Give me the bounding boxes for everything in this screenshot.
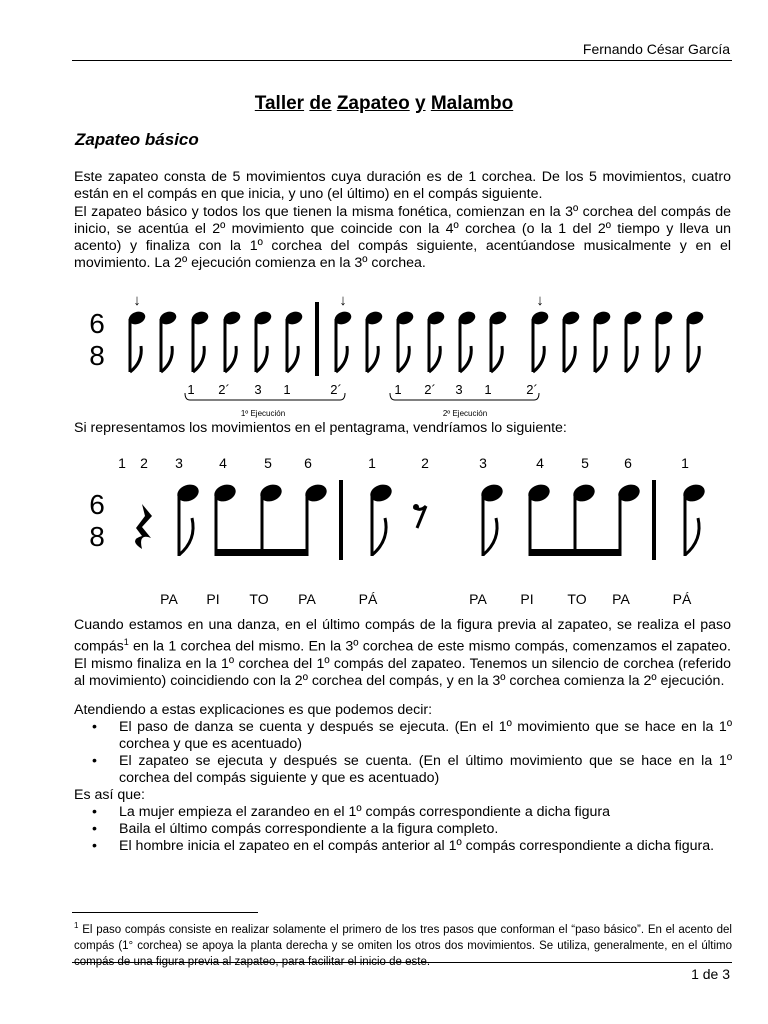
eighth-note-icon xyxy=(457,309,477,372)
footnote-number: 1 xyxy=(74,921,79,930)
svg-text:PÁ: PÁ xyxy=(672,591,692,607)
page-title xyxy=(0,93,768,115)
eighth-note-icon xyxy=(526,482,552,556)
eighth-note-icon xyxy=(127,309,147,372)
caption-first-execution: 1º Ejecución xyxy=(240,409,286,418)
count-label: 1 xyxy=(187,382,195,397)
eighth-note-icon xyxy=(333,309,353,372)
svg-text:TO: TO xyxy=(249,591,269,607)
eighth-note-icon xyxy=(616,482,642,556)
body-paragraph-3: Es así que: xyxy=(74,787,145,803)
eighth-note-icon xyxy=(212,482,238,556)
accent-arrow: ↓ xyxy=(339,292,347,309)
eighth-note-icon xyxy=(253,309,273,372)
count-label: 2´ xyxy=(218,382,230,397)
eighth-note-icon xyxy=(561,309,581,372)
svg-text:1: 1 xyxy=(118,455,126,471)
eighth-note-icon xyxy=(592,309,612,372)
intro-paragraph-1: Este zapateo consta de 5 movimientos cuya duración es de 1 corchea. De los 5 movimientos, cuatro están en el compás en que inicia, y uno (el último) en el compás siguiente. xyxy=(74,169,731,202)
syllable-labels xyxy=(160,591,692,607)
accent-arrow: ↓ xyxy=(133,292,141,309)
body-paragraph-2: Atendiendo a estas explicaciones es que podemos decir: xyxy=(74,702,433,718)
eighth-note-icon xyxy=(395,309,415,372)
count-label: 3 xyxy=(455,382,463,397)
eighth-note-icon xyxy=(479,482,505,556)
eighth-note-icon xyxy=(681,482,707,556)
eighth-rest-dot xyxy=(413,504,419,510)
footnote-text: El paso compás consiste en realizar solamente el primero de los tres pasos que conforman el “paso básico”. En el acento del compás (1° corchea) se apoya la planta derecha y se omiten los otros dos movimientos. Se utiliza, generalmente, en el último compás de una figura previa al zapateo, para facilitar el inicio de este. xyxy=(74,923,732,968)
svg-text:PA: PA xyxy=(160,591,178,607)
eighth-note-icon xyxy=(222,309,242,372)
svg-text:4: 4 xyxy=(219,455,227,471)
eighth-note-icon xyxy=(175,482,201,556)
svg-text:PI: PI xyxy=(520,591,534,607)
time-signature-top: 6 xyxy=(89,308,105,339)
svg-text:3: 3 xyxy=(175,455,183,471)
svg-text:1: 1 xyxy=(368,455,376,471)
svg-text:4: 4 xyxy=(536,455,544,471)
footnote-ref: 1 xyxy=(123,637,129,647)
title-word: Taller xyxy=(254,93,305,114)
staff-figure xyxy=(72,448,732,610)
time-signature-bottom: 8 xyxy=(89,340,105,371)
count-label: 1 xyxy=(394,382,402,397)
intro-paragraph-2: El zapateo básico y todos los que tienen la misma fonética, comienzan en la 3º corchea del compás de inicio, se acentúa el 2º movimiento que coincide con la 4º corchea (o la 1 del 2º tiempo y lleva un acento) y finaliza con la 1º corchea del compás siguiente, acentúandose musicalmente y en el movimiento. La 2º ejecución comienza en la 3º corchea. xyxy=(74,204,731,271)
rhythm-figure xyxy=(72,288,732,422)
count-label: 1 xyxy=(484,382,492,397)
accent-arrow: ↓ xyxy=(536,292,544,309)
section-subtitle: Zapateo básico xyxy=(75,130,199,149)
count-numbers xyxy=(118,455,689,471)
eighth-note-icon xyxy=(368,482,394,556)
svg-text:PA: PA xyxy=(612,591,630,607)
list-item: • El zapateo se ejecuta y después se cuenta. (En el último movimiento que se hace en la 1º corchea del compás siguiente y que es acentuado) xyxy=(92,753,732,786)
count-label: 2´ xyxy=(526,382,538,397)
eighth-note-icon xyxy=(530,309,550,372)
svg-text:PA: PA xyxy=(469,591,487,607)
footer-rule xyxy=(72,962,732,963)
eighth-note-icon xyxy=(258,482,284,556)
page-number: 1 de 3 xyxy=(691,966,730,982)
eighth-note-icon xyxy=(623,309,643,372)
quarter-rest-icon xyxy=(135,504,152,549)
svg-text:PI: PI xyxy=(206,591,220,607)
body-paragraph-1: Cuando estamos en una danza, en el último compás de la figura previa al zapateo, se realiza el paso compás$^1$ en la 1 corchea del mismo. En la 3º corchea de este mismo compás, comenzamos el zapateo. El mismo finaliza en la 1º corchea del 1º compás del zapateo. Tenemos un silencio de corchea (referido al movimiento) coincidiendo con la 2º corchea del compás, y en la 3º corchea comienza la 2º ejecución. xyxy=(74,617,731,689)
beam xyxy=(530,549,621,556)
svg-text:PA: PA xyxy=(298,591,316,607)
count-label: 2´ xyxy=(424,382,436,397)
svg-text:5: 5 xyxy=(581,455,589,471)
caption-second-execution: 2º Ejecución xyxy=(442,409,488,418)
svg-text:1: 1 xyxy=(681,455,689,471)
list-item: • El hombre inicia el zapateo en el compás anterior al 1º compás correspondiente a dicha figura. xyxy=(92,838,715,854)
footnote-rule xyxy=(72,912,258,913)
header-author: Fernando César García xyxy=(582,41,730,57)
eighth-note-icon xyxy=(571,482,597,556)
title-word: y xyxy=(414,93,426,114)
staff-intro: Si representamos los movimientos en el pentagrama, vendríamos lo siguiente: xyxy=(74,420,567,436)
grouping-bracket xyxy=(185,393,345,400)
svg-text:2: 2 xyxy=(421,455,429,471)
eighth-note-icon xyxy=(303,482,329,556)
eighth-note-icon xyxy=(364,309,384,372)
count-label: 2´ xyxy=(330,382,342,397)
eighth-note-icon xyxy=(488,309,508,372)
eighth-note-icon xyxy=(654,309,674,372)
eighth-note-icon xyxy=(685,309,705,372)
beam xyxy=(216,549,307,556)
svg-text:3: 3 xyxy=(479,455,487,471)
title-word: Zapateo xyxy=(336,93,410,114)
svg-text:PÁ: PÁ xyxy=(358,591,378,607)
time-signature-top: 6 xyxy=(89,489,105,520)
grouping-bracket xyxy=(390,393,539,400)
time-signature-bottom: 8 xyxy=(89,521,105,552)
count-label: 3 xyxy=(254,382,262,397)
svg-text:TO: TO xyxy=(567,591,587,607)
svg-text:6: 6 xyxy=(304,455,312,471)
list-item: • Baila el último compás correspondiente a la figura completo. xyxy=(92,821,499,837)
eighth-note-icon xyxy=(426,309,446,372)
title-word: de xyxy=(309,93,332,114)
eighth-note-icon xyxy=(158,309,178,372)
list-item: • El paso de danza se cuenta y después se ejecuta. (En el 1º movimiento que se hace en la 1º corchea y que es acentuado) xyxy=(92,719,732,752)
eighth-note-icon xyxy=(284,309,304,372)
title-word: Malambo xyxy=(430,93,514,114)
count-label: 1 xyxy=(283,382,291,397)
svg-text:6: 6 xyxy=(624,455,632,471)
header-rule xyxy=(72,60,732,61)
eighth-note-icon xyxy=(190,309,210,372)
svg-text:2: 2 xyxy=(140,455,148,471)
svg-text:5: 5 xyxy=(264,455,272,471)
list-item: • La mujer empieza el zarandeo en el 1º compás correspondiente a dicha figura xyxy=(92,804,610,820)
